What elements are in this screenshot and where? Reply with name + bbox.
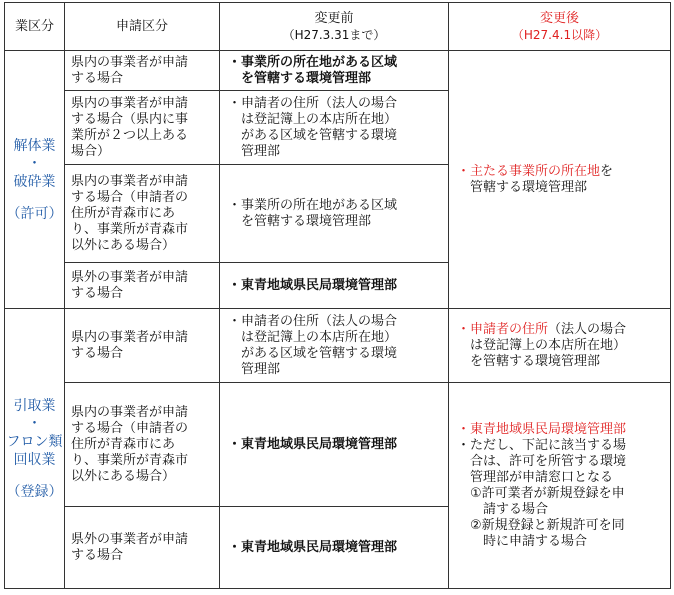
after-highlight: ・申請者の住所 [457, 321, 549, 337]
application-cell: 県内の事業者が申請 する場合（県内に事 業所が２つ以上ある 場合） [65, 91, 220, 165]
after-highlight: ・東青地域県民局環境管理部 [457, 421, 627, 437]
header-after [449, 3, 671, 51]
application-cell: 県内の事業者が申請 する場合（申請者の 住所が青森市にあ り、事業所が青森市 以外にある場合） [65, 165, 220, 263]
after-cell-group2-a [449, 309, 671, 383]
category-type: （許可） [6, 205, 63, 222]
table-row [5, 309, 671, 383]
header-before-title: 変更前 [314, 10, 354, 26]
application-cell: 県外の事業者が申請 する場合 [65, 507, 220, 589]
before-cell: ・東青地域県民局環境管理部 [220, 263, 449, 309]
after-highlight: ・主たる事業所の所在地 [457, 163, 601, 179]
table-row [5, 51, 671, 91]
application-cell: 県内の事業者が申請 する場合 [65, 51, 220, 91]
after-cell-group2-b [449, 383, 671, 589]
header-row [5, 3, 671, 51]
header-before [220, 3, 449, 51]
application-cell: 県内の事業者が申請 する場合（申請者の 住所が青森市にあ り、事業所が青森市 以外にある場合） [65, 383, 220, 507]
category-main: 引取業 [13, 397, 56, 414]
category-type: （登録） [6, 483, 63, 500]
application-cell: 県内の事業者が申請 する場合 [65, 309, 220, 383]
table-row [5, 383, 671, 507]
after-text: （法人の場合 は登記簿上の本店所在地） を管轄する環境管理部 [470, 321, 627, 369]
header-application: 申請区分 [65, 3, 220, 51]
after-cell-group1 [449, 51, 671, 309]
category-second: フロン類 回収業 [6, 433, 63, 468]
before-cell: ・事業所の所在地がある区域 を管轄する環境管理部 [220, 51, 449, 91]
header-after-title: 変更後 [539, 10, 579, 26]
after-text: ・ただし、下記に該当する場 合は、許可を所管する環境 管理部が申請窓口となる ①許可業者が新規登録を申 請する場合 ②新規登録と新規許可を同 時に申請する場合 [457, 437, 627, 549]
category-second: 破砕業 [13, 173, 56, 190]
after-text: を 管轄する環境管理部 [470, 163, 614, 195]
before-cell: ・申請者の住所（法人の場合 は登記簿上の本店所在地） がある区域を管轄する環境 管理部 [220, 309, 449, 383]
category-cell-collection [5, 309, 65, 589]
header-after-sub: （H27.4.1以降） [511, 27, 608, 42]
application-cell: 県外の事業者が申請 する場合 [65, 263, 220, 309]
header-before-sub: （H27.3.31まで） [282, 27, 386, 42]
before-cell: ・事業所の所在地がある区域 を管轄する環境管理部 [220, 165, 449, 263]
before-cell: ・申請者の住所（法人の場合 は登記簿上の本店所在地） がある区域を管轄する環境 管理部 [220, 91, 449, 165]
category-cell-demolition [5, 51, 65, 309]
before-cell: ・東青地域県民局環境管理部 [220, 383, 449, 507]
before-cell: ・東青地域県民局環境管理部 [220, 507, 449, 589]
category-dot: ・ [27, 155, 42, 172]
category-dot: ・ [27, 415, 42, 432]
header-category: 業区分 [5, 3, 65, 51]
comparison-table [4, 2, 671, 589]
category-main: 解体業 [13, 137, 56, 154]
